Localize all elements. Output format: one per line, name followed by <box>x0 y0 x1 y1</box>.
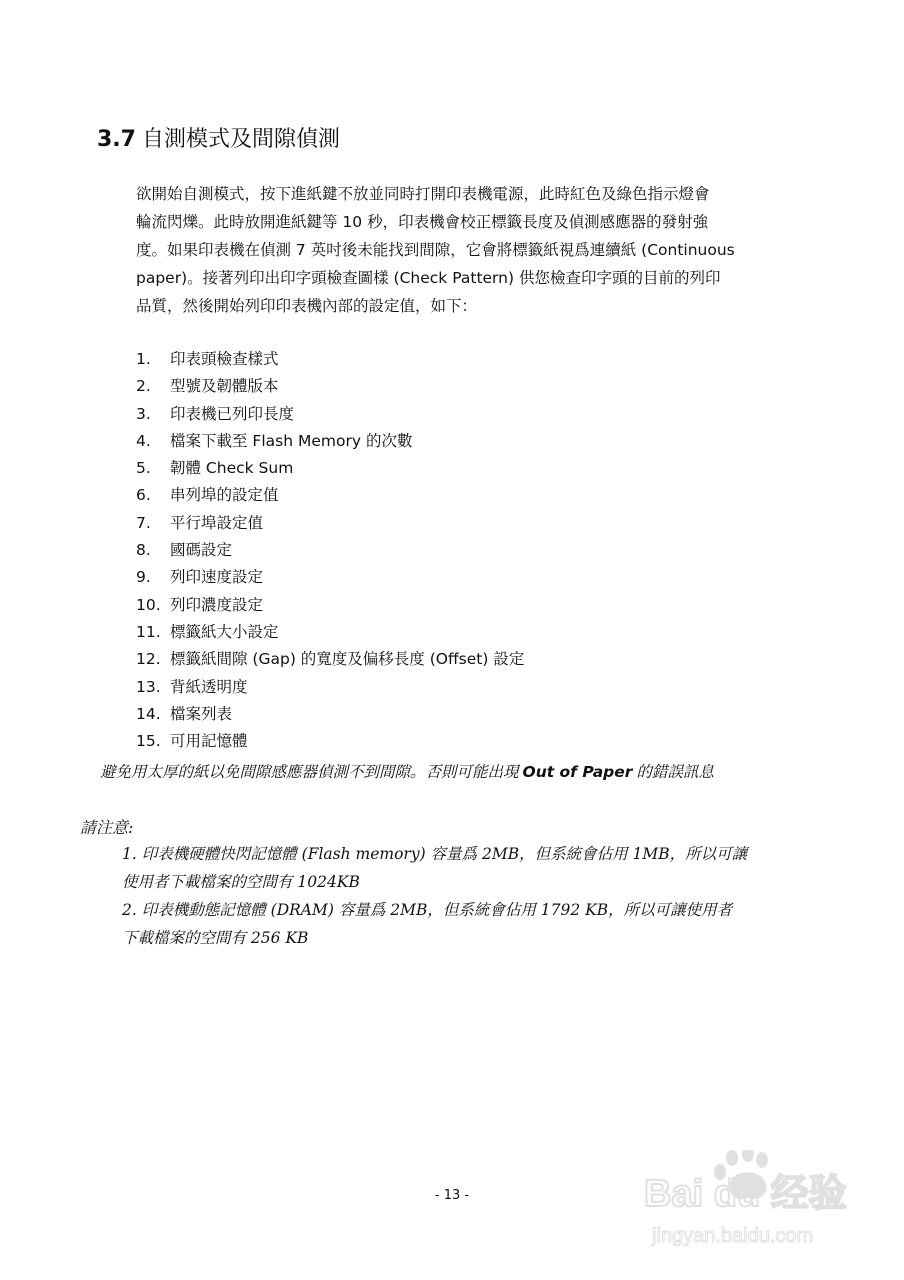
intro-line: 度。如果印表機在偵測 7 英吋後未能找到間隙，它會將標籤紙視爲連續紙 (Continuous <box>136 241 735 259</box>
list-item-text: 平行埠設定值 <box>170 513 264 532</box>
list-item-number: 2. <box>136 377 151 396</box>
list-item-number: 10. <box>136 595 161 614</box>
list-item-number: 4. <box>136 431 151 450</box>
warning-emphasis: Out of Paper <box>522 763 633 781</box>
watermark-url: jingyan.baidu.com <box>652 1225 814 1247</box>
list-item-text: 列印速度設定 <box>170 568 264 587</box>
list-item-number: 14. <box>136 704 161 723</box>
list-item-text: 印表機已列印長度 <box>170 404 295 423</box>
list-item-text: 國碼設定 <box>170 541 233 560</box>
section-title: 自測模式及間隙偵測 <box>141 127 340 152</box>
intro-line: 欲開始自測模式，按下進紙鍵不放並同時打開印表機電源，此時紅色及綠色指示燈會 <box>136 185 710 203</box>
list-item-text: 型號及韌體版本 <box>170 377 279 396</box>
list-item <box>136 346 524 373</box>
list-item-number: 5. <box>136 459 151 478</box>
list-item-text: 標籤紙間隙 (Gap) 的寬度及偏移長度 (Offset) 設定 <box>170 650 525 669</box>
list-item <box>136 537 524 564</box>
list-item-number: 9. <box>136 568 151 587</box>
list-item-number: 15. <box>136 732 161 751</box>
warning-line <box>100 758 714 786</box>
page-number: - 13 - <box>434 1188 470 1203</box>
list-item-number: 6. <box>136 486 151 505</box>
note-line: 使用者下載檔案的空間有 1024KB <box>122 873 360 891</box>
section-number: 3.7 <box>97 127 136 152</box>
warning-suffix: 的錯誤訊息 <box>636 763 714 781</box>
section-heading <box>97 125 340 155</box>
baidu-jingyan-watermark <box>640 1150 880 1260</box>
note-line: 2. 印表機動態記憶體 (DRAM) 容量爲 2MB，但系統會佔用 1792 KB，所以可讓使用者 <box>122 901 733 919</box>
intro-paragraph <box>136 180 808 320</box>
list-item-number: 8. <box>136 541 151 560</box>
list-item <box>136 510 524 537</box>
list-item-text: 印表頭檢查樣式 <box>170 350 279 368</box>
note-line: 1. 印表機硬體快閃記憶體 (Flash memory) 容量爲 2MB，但系統會佔用 1MB，所以可讓 <box>122 845 748 863</box>
list-item <box>136 482 524 509</box>
list-item <box>136 428 524 455</box>
list-item <box>136 401 524 428</box>
notes-block <box>122 840 812 952</box>
list-item-text: 列印濃度設定 <box>170 595 264 614</box>
list-item <box>136 701 524 728</box>
note-line: 下載檔案的空間有 256 KB <box>122 929 309 947</box>
list-item-number: 1. <box>136 350 151 368</box>
list-item <box>136 373 524 400</box>
list-item-text: 韌體 Check Sum <box>170 459 294 478</box>
list-item <box>136 646 524 673</box>
warning-prefix: 避免用太厚的紙以免間隙感應器偵測不到間隙。否則可能出現 <box>100 763 519 781</box>
list-item-number: 3. <box>136 404 151 423</box>
list-item <box>136 728 524 755</box>
list-item-text: 背紙透明度 <box>170 677 248 696</box>
list-item-number: 11. <box>136 622 161 641</box>
intro-line: 品質，然後開始列印印表機內部的設定值，如下： <box>136 297 478 315</box>
list-item <box>136 619 524 646</box>
list-item <box>136 455 524 482</box>
list-item-text: 可用記憶體 <box>170 732 248 751</box>
intro-line: paper)。接著列印出印字頭檢查圖樣 (Check Pattern) 供您檢查印字頭的目前的列印 <box>136 269 721 287</box>
list-item-text: 檔案下載至 Flash Memory 的次數 <box>170 431 413 450</box>
settings-list <box>136 346 524 755</box>
list-item-number: 12. <box>136 650 161 669</box>
list-item-number: 7. <box>136 513 151 532</box>
list-item <box>136 564 524 591</box>
intro-line: 輪流閃爍。此時放開進紙鍵等 10 秒，印表機會校正標籤長度及偵測感應器的發射強 <box>136 213 709 231</box>
list-item-text: 串列埠的設定值 <box>170 486 279 505</box>
list-item <box>136 674 524 701</box>
list-item <box>136 592 524 619</box>
list-item-text: 檔案列表 <box>170 704 233 723</box>
watermark-brand: Bai du 经验 <box>644 1173 847 1215</box>
list-item-number: 13. <box>136 677 161 696</box>
notes-title: 請注意: <box>80 818 134 837</box>
list-item-text: 標籤紙大小設定 <box>170 622 279 641</box>
